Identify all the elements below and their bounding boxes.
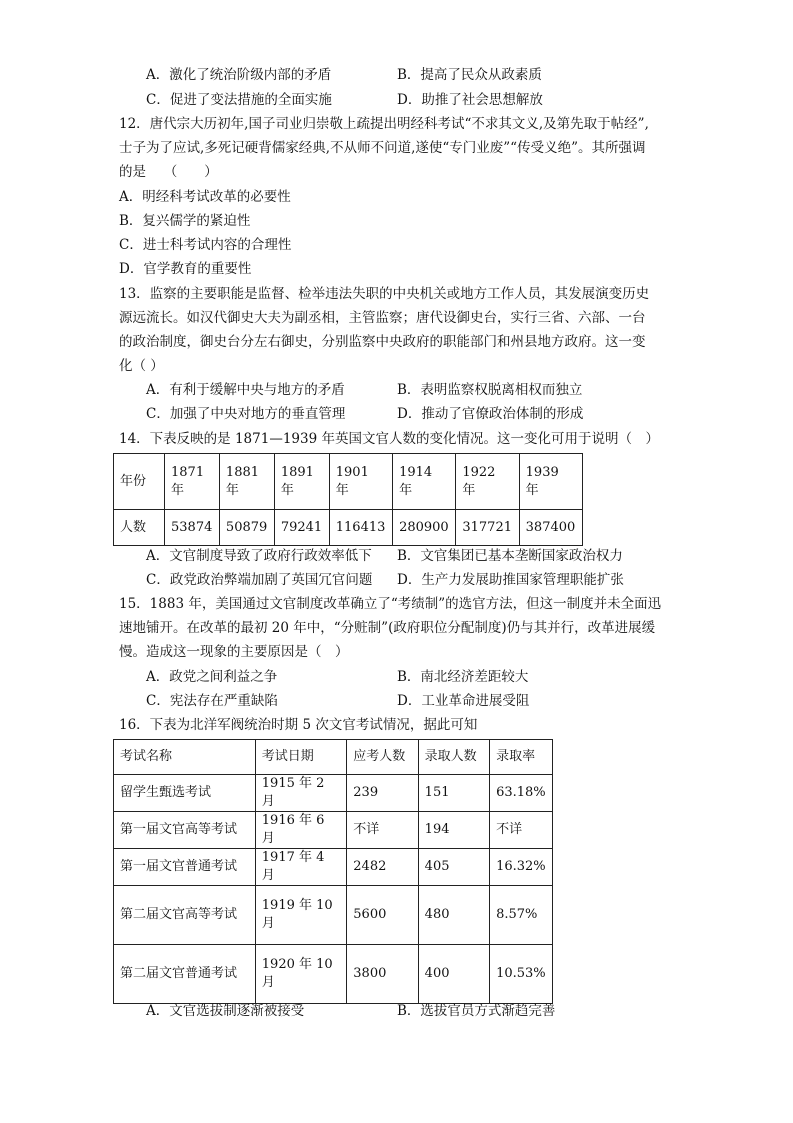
q15-stem-line-3: 慢。造成这一现象的主要原因是（ ） bbox=[119, 644, 349, 660]
q16-exam-table bbox=[113, 739, 553, 1004]
q16-stem: 16．下表为北洋军阀统治时期 5 次文官考试情况，据此可知 bbox=[119, 717, 478, 733]
q14-option-d: D．生产力发展助推国家管理职能扩张 bbox=[397, 572, 624, 588]
q16-exam-name: 第一届文官高等考试 bbox=[114, 812, 256, 849]
q16-rate: 不详 bbox=[490, 812, 553, 849]
q12-stem-line-1: 12．唐代宗大历初年,国子司业归崇敬上疏提出明经科考试“不求其文义,及第先取于帖经”, bbox=[119, 116, 649, 132]
q14-year-cell: 1881 年 bbox=[219, 454, 274, 510]
q13-option-b: B．表明监察权脱离相权而独立 bbox=[397, 382, 583, 398]
q16-applicants: 239 bbox=[347, 775, 418, 812]
q15-option-c: C．宪法存在严重缺陷 bbox=[146, 693, 278, 709]
q14-count-cell: 50879 bbox=[219, 510, 274, 546]
q14-stem: 14．下表反映的是 1871—1939 年英国文官人数的变化情况。这一变化可用于说明（ ） bbox=[119, 431, 659, 447]
q16-exam-name: 第一届文官普通考试 bbox=[114, 849, 256, 886]
q15-stem-line-2: 速地铺开。在改革的最初 20 年中，“分赃制”(政府职位分配制度)仍与其并行，改革进展缓 bbox=[119, 620, 656, 636]
q16-admitted: 194 bbox=[418, 812, 489, 849]
table-row bbox=[114, 886, 553, 945]
q14-count-cell: 79241 bbox=[274, 510, 329, 546]
q13-stem-line-3: 的政治制度，御史台分左右御史，分别监察中央政府的职能部门和州县地方政府。这一变 bbox=[119, 334, 646, 350]
q16-rate: 16.32% bbox=[490, 849, 553, 886]
q14-year-cell: 1871 年 bbox=[165, 454, 220, 510]
q16-option-b: B．选拔官员方式渐趋完善 bbox=[397, 1003, 556, 1019]
q15-stem-line-1: 15．1883 年，美国通过文官制度改革确立了“考绩制”的选官方法，但这一制度并未全面迅 bbox=[119, 596, 662, 612]
q13-option-c: C．加强了中央对地方的垂直管理 bbox=[146, 406, 346, 422]
q14-year-cell: 1914 年 bbox=[393, 454, 456, 510]
q12-option-d: D．官学教育的重要性 bbox=[119, 261, 252, 277]
q16-header-rate: 录取率 bbox=[490, 740, 553, 775]
q16-header-name: 考试名称 bbox=[114, 740, 256, 775]
q11-option-b: B．提高了民众从政素质 bbox=[397, 67, 542, 83]
table-row bbox=[114, 775, 553, 812]
q11-option-a: A．激化了统治阶级内部的矛盾 bbox=[146, 67, 332, 83]
q11-option-d: D．助推了社会思想解放 bbox=[397, 92, 543, 108]
q13-stem-line-4: 化（ ） bbox=[119, 358, 164, 374]
q12-option-c: C．进士科考试内容的合理性 bbox=[119, 237, 292, 253]
q16-exam-date: 1917 年 4 月 bbox=[255, 849, 347, 886]
q16-applicants: 3800 bbox=[347, 945, 418, 1004]
q16-applicants: 5600 bbox=[347, 886, 418, 945]
q14-year-cell: 1901 年 bbox=[329, 454, 392, 510]
q14-count-cell: 317721 bbox=[456, 510, 519, 546]
q14-option-a: A．文官制度导致了政府行政效率低下 bbox=[146, 548, 372, 564]
q16-exam-date: 1915 年 2 月 bbox=[255, 775, 347, 812]
q16-applicants: 2482 bbox=[347, 849, 418, 886]
q16-rate: 63.18% bbox=[490, 775, 553, 812]
q16-header-row bbox=[114, 740, 553, 775]
q15-option-a: A．政党之间利益之争 bbox=[146, 669, 278, 685]
q16-header-date: 考试日期 bbox=[255, 740, 347, 775]
q14-option-c: C．政党政治弊端加剧了英国冗官问题 bbox=[146, 572, 373, 588]
q14-option-b: B．文官集团已基本垄断国家政治权力 bbox=[397, 548, 623, 564]
q15-option-b: B．南北经济差距较大 bbox=[397, 669, 529, 685]
table-row bbox=[114, 945, 553, 1004]
q14-year-row bbox=[114, 454, 583, 510]
q14-staff-table bbox=[113, 453, 583, 546]
q14-year-cell: 1891 年 bbox=[274, 454, 329, 510]
q16-rate: 10.53% bbox=[490, 945, 553, 1004]
q16-exam-date: 1919 年 10 月 bbox=[255, 886, 347, 945]
q13-option-d: D．推动了官僚政治体制的形成 bbox=[397, 406, 584, 422]
q12-option-a: A．明经科考试改革的必要性 bbox=[119, 189, 291, 205]
table-row bbox=[114, 812, 553, 849]
q12-stem-line-3: 的是 （ ） bbox=[119, 164, 218, 180]
q14-count-cell: 387400 bbox=[519, 510, 582, 546]
q13-stem-line-2: 源远流长。如汉代御史大夫为副丞相，主管监察；唐代设御史台，实行三省、六部、一台 bbox=[119, 310, 646, 326]
q16-header-applicants: 应考人数 bbox=[347, 740, 418, 775]
q16-exam-name: 第二届文官普通考试 bbox=[114, 945, 256, 1004]
q13-stem-line-1: 13．监察的主要职能是监督、检举违法失职的中央机关或地方工作人员，其发展演变历史 bbox=[119, 286, 650, 302]
q14-row-label-year: 年份 bbox=[114, 454, 165, 510]
q16-option-a: A．文官选拔制逐渐被接受 bbox=[146, 1003, 305, 1019]
q16-exam-date: 1916 年 6 月 bbox=[255, 812, 347, 849]
q14-row-label-count: 人数 bbox=[114, 510, 165, 546]
q16-exam-name: 留学生甄选考试 bbox=[114, 775, 256, 812]
q16-exam-date: 1920 年 10 月 bbox=[255, 945, 347, 1004]
q14-count-cell: 116413 bbox=[329, 510, 392, 546]
q16-applicants: 不详 bbox=[347, 812, 418, 849]
table-row bbox=[114, 849, 553, 886]
q11-option-c: C．促进了变法措施的全面实施 bbox=[146, 92, 332, 108]
q12-option-b: B．复兴儒学的紧迫性 bbox=[119, 213, 251, 229]
q12-stem-line-2: 士子为了应试,多死记硬背儒家经典,不从师不问道,遂使“专门业废”“传受义绝”。其所强调 bbox=[119, 140, 646, 156]
q14-count-cell: 53874 bbox=[165, 510, 220, 546]
q14-count-cell: 280900 bbox=[393, 510, 456, 546]
q16-exam-name: 第二届文官高等考试 bbox=[114, 886, 256, 945]
q16-admitted: 405 bbox=[418, 849, 489, 886]
q14-year-cell: 1922 年 bbox=[456, 454, 519, 510]
q16-admitted: 151 bbox=[418, 775, 489, 812]
q13-option-a: A．有利于缓解中央与地方的矛盾 bbox=[146, 382, 345, 398]
q16-rate: 8.57% bbox=[490, 886, 553, 945]
q16-admitted: 400 bbox=[418, 945, 489, 1004]
q14-year-cell: 1939 年 bbox=[519, 454, 582, 510]
q16-header-admitted: 录取人数 bbox=[418, 740, 489, 775]
q14-count-row bbox=[114, 510, 583, 546]
q15-option-d: D．工业革命进展受阻 bbox=[397, 693, 530, 709]
q16-admitted: 480 bbox=[418, 886, 489, 945]
